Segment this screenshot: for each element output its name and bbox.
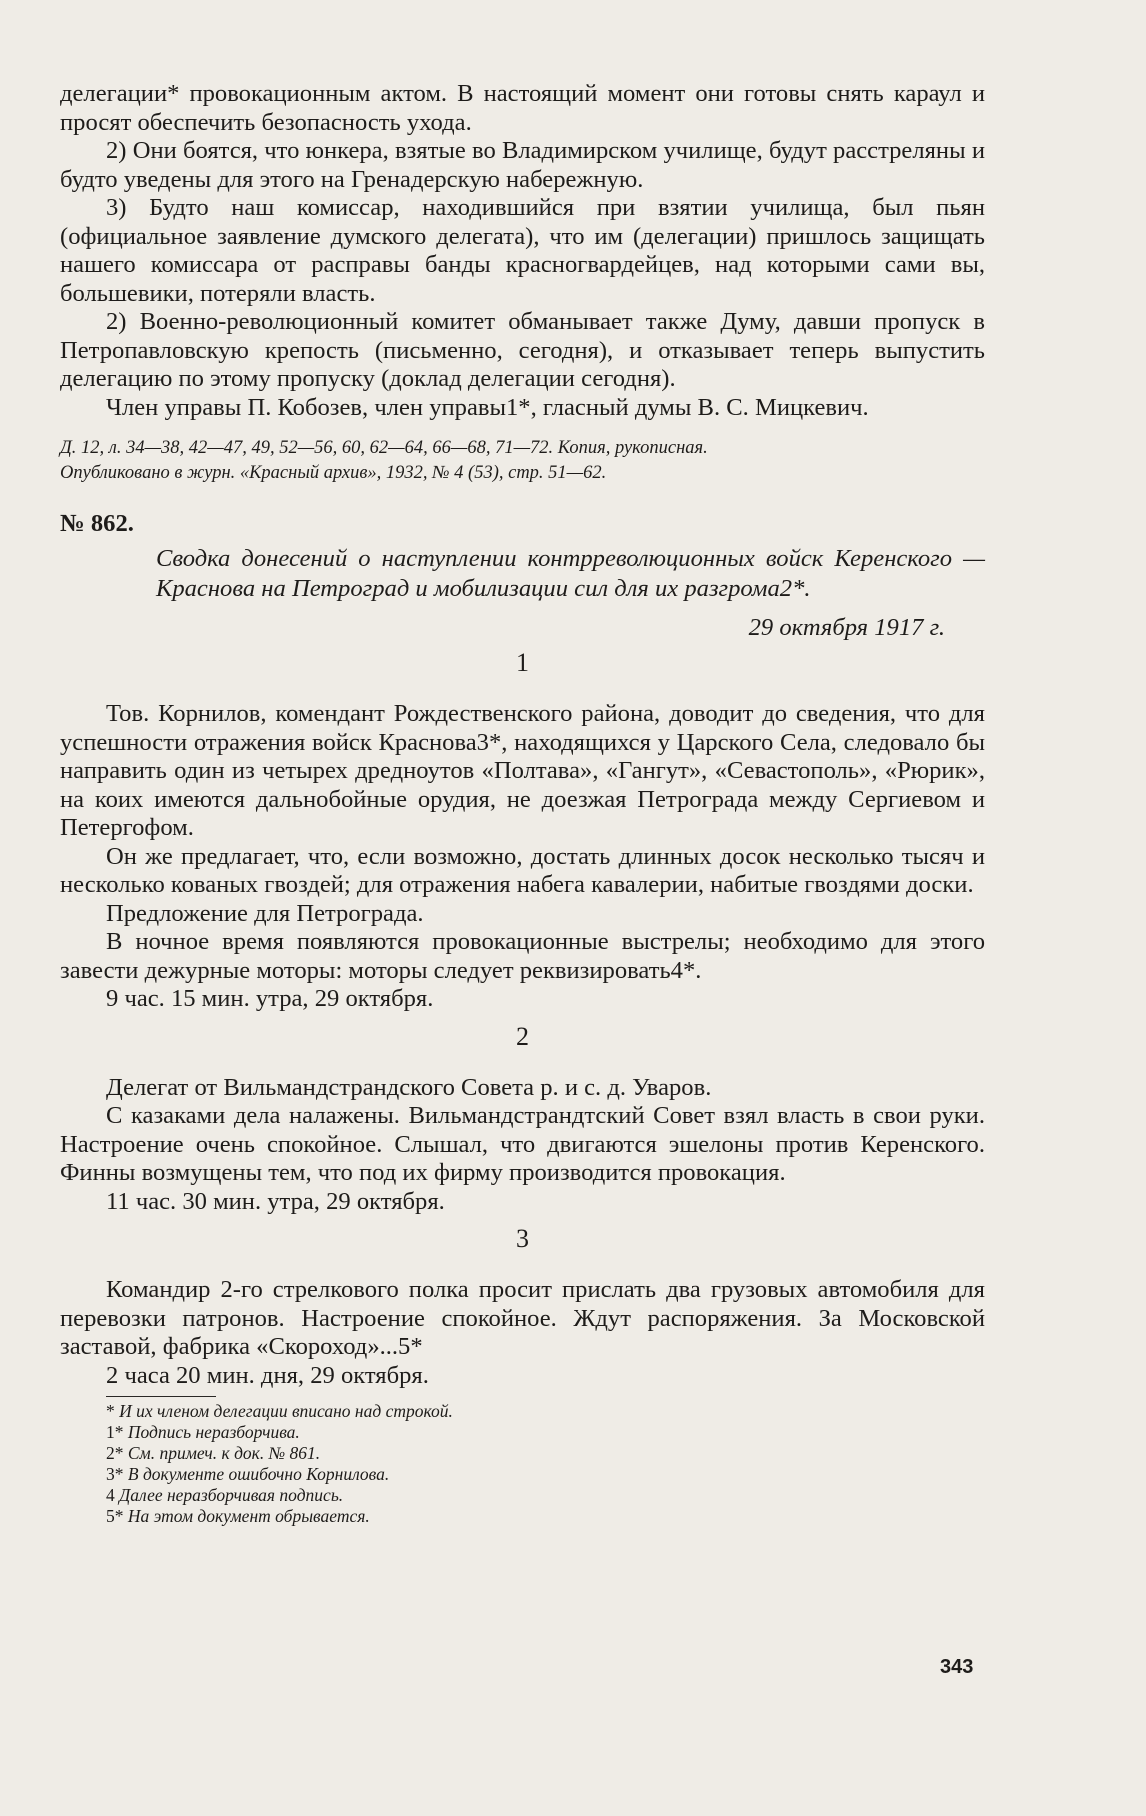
paragraph: С казаками дела налажены. Вильмандстрандтский Совет взял власть в свои руки. Настроение очень спокойное. Слышал, что двигаются эшелоны против Керенского. Финны возмущены тем, что под их фирму производится провокация.	[60, 1102, 985, 1186]
footnote: 3* В документе ошибочно Корнилова.	[106, 1464, 390, 1484]
paragraph: Он же предлагает, что, если возможно, достать длинных досок несколько тысяч и несколько кованых гвоздей; для отражения набега кавалерии, набитые гвоздями доски.	[60, 842, 985, 898]
timestamp-line: 9 час. 15 мин. утра, 29 октября.	[106, 985, 434, 1012]
timestamp-line: 2 часа 20 мин. дня, 29 октября.	[106, 1361, 429, 1389]
paragraph: 2) Военно-революционный комитет обманывает также Думу, давши пропуск в Петропавловскую крепость (письменно, сегодня), и отказывает теперь выпустить делегацию по этому пропуску (доклад делегации сегодня).	[60, 308, 985, 392]
section-number: 2	[516, 1021, 529, 1051]
footnote: 2* См. примеч. к док. № 861.	[106, 1443, 321, 1463]
section-number: 1	[516, 648, 529, 677]
paragraph: В ночное время появляются провокационные выстрелы; необходимо для этого завести дежурные моторы: моторы следует реквизировать4*.	[60, 928, 985, 984]
paragraph: делегации* провокационным актом. В настоящий момент они готовы снять караул и просят обеспечить безопасность ухода.	[60, 80, 985, 136]
section-number: 3	[516, 1224, 529, 1253]
document-date: 29 октября 1917 г.	[748, 614, 945, 641]
footnote-divider	[106, 1396, 216, 1397]
signature-line: Член управы П. Кобозев, член управы1*, гласный думы В. С. Мицкевич.	[106, 393, 869, 421]
footnote: 1* Подпись неразборчива.	[106, 1422, 300, 1442]
document-page	[60, 80, 985, 1527]
footnote: 5* На этом документ обрывается.	[106, 1506, 370, 1526]
footnote: 4 Далее неразборчивая подпись.	[106, 1485, 344, 1505]
paragraph: 2) Они боятся, что юнкера, взятые во Владимирском училище, будут расстреляны и будто уведены для этого на Гренадерскую набережную.	[60, 137, 985, 193]
document-title: Сводка донесений о наступлении контрреволюционных войск Керенского — Краснова на Петроград и мобилизации сил для их разгрома2*.	[156, 545, 985, 602]
timestamp-line: 11 час. 30 мин. утра, 29 октября.	[106, 1187, 445, 1215]
page-number: 343	[940, 1656, 974, 1678]
footnote: * И их членом делегации вписано над строкой.	[106, 1401, 453, 1421]
paragraph: 3) Будто наш комиссар, находившийся при взятии училища, был пьян (официальное заявление думского делегата), что им (делегации) пришлось защищать нашего комиссара от расправы банды красногвардейцев, над которыми сами вы, большевики, потеряли власть.	[60, 194, 985, 307]
paragraph: Командир 2-го стрелкового полка просит прислать два грузовых автомобиля для перевозки патронов. Настроение спокойное. Ждут распоряжения. За Московской заставой, фабрика «Скороход»...5*	[60, 1276, 985, 1360]
publication-source-line: Опубликовано в журн. «Красный архив», 1932, № 4 (53), стр. 51—62.	[60, 463, 607, 483]
paragraph: Тов. Корнилов, комендант Рождественского района, доводит до сведения, что для успешности отражения войск Краснова3*, находящихся у Царского Села, следовало бы направить один из четырех дредноутов «Полтава», «Гангут», «Севастополь», «Рюрик», на коих имеются дальнобойные орудия, не доезжая Петрограда между Сергиевом и Петергофом.	[60, 700, 985, 841]
archive-source-line: Д. 12, л. 34—38, 42—47, 49, 52—56, 60, 62—64, 66—68, 71—72. Копия, рукописная.	[60, 438, 708, 458]
document-number: № 862.	[60, 510, 134, 537]
paragraph: Делегат от Вильмандстрандского Совета р. и с. д. Уваров.	[106, 1073, 712, 1101]
paragraph: Предложение для Петрограда.	[106, 899, 424, 927]
